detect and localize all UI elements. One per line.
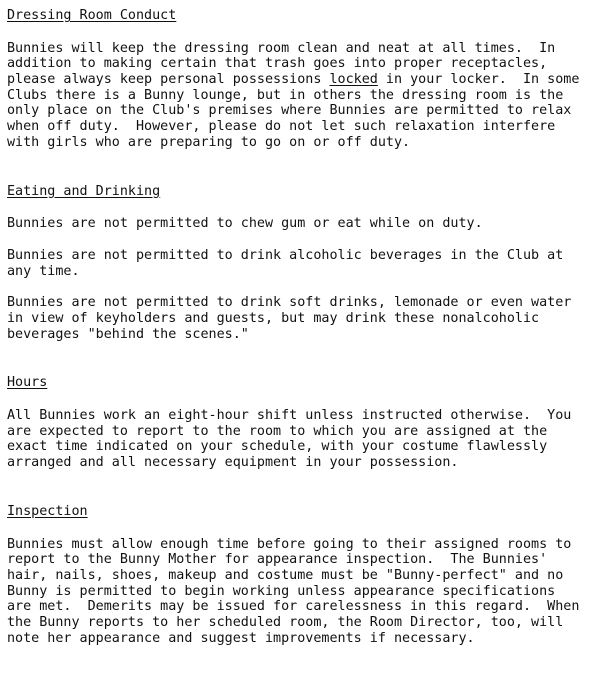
underlined-word: locked [329,72,378,88]
paragraph [7,537,597,647]
text-line: only place on the Club's premises where Bunnies are permitted to relax [7,103,572,119]
text-line: Clubs there is a Bunny lounge, but in others the dressing room is the [7,87,564,103]
section-heading: Hours [7,375,48,391]
section-hours [7,375,597,470]
text-line: Bunny is permitted to begin working unless appearance specifications [7,583,556,599]
text-line: Bunnies are not permitted to chew gum or eat while on duty. [7,216,483,232]
document-page [7,8,597,646]
text-line: note her appearance and suggest improvements if necessary. [7,630,475,646]
text-span: please always keep personal possessions [7,72,330,88]
paragraph [7,248,597,279]
text-line: Bunnies will keep the dressing room clean and neat at all times. In [7,40,556,56]
text-line: are expected to report to the room to which you are assigned at the [7,423,548,439]
section-dressing-room-conduct [7,8,597,151]
text-line: any time. [7,263,80,279]
section-heading: Eating and Drinking [7,183,161,199]
text-line: the Bunny reports to her scheduled room, the Room Director, too, will [7,614,564,630]
section-heading: Inspection [7,503,88,519]
text-line: exact time indicated on your schedule, with your costume flawlessly [7,439,548,455]
paragraph [7,41,597,151]
section-heading: Dressing Room Conduct [7,8,177,23]
paragraph [7,216,597,232]
text-line: arranged and all necessary equipment in your possession. [7,455,459,471]
text-line: hair, nails, shoes, makeup and costume must be "Bunny-perfect" and no [7,567,564,583]
text-line: Bunnies must allow enough time before going to their assigned rooms to [7,536,572,552]
text-line [7,72,597,88]
paragraph [7,295,597,342]
text-span: in your locker. In some [377,72,580,88]
text-line: with girls who are preparing to go on or off duty. [7,134,411,150]
text-line: addition to making certain that trash goes into proper receptacles, [7,56,548,72]
text-line: report to the Bunny Mother for appearance inspection. The Bunnies' [7,552,548,568]
section-eating-and-drinking [7,184,597,343]
text-line: beverages "behind the scenes." [7,326,249,342]
text-line: All Bunnies work an eight-hour shift unless instructed otherwise. You [7,408,572,424]
text-line: are met. Demerits may be issued for carelessness in this regard. When [7,599,580,615]
text-line: in view of keyholders and guests, but may drink these nonalcoholic [7,310,540,326]
text-line: Bunnies are not permitted to drink soft drinks, lemonade or even water [7,295,572,311]
text-line: when off duty. However, please do not let such relaxation interfere [7,119,556,135]
paragraph [7,408,597,471]
text-line: Bunnies are not permitted to drink alcoholic beverages in the Club at [7,247,564,263]
section-inspection [7,504,597,647]
